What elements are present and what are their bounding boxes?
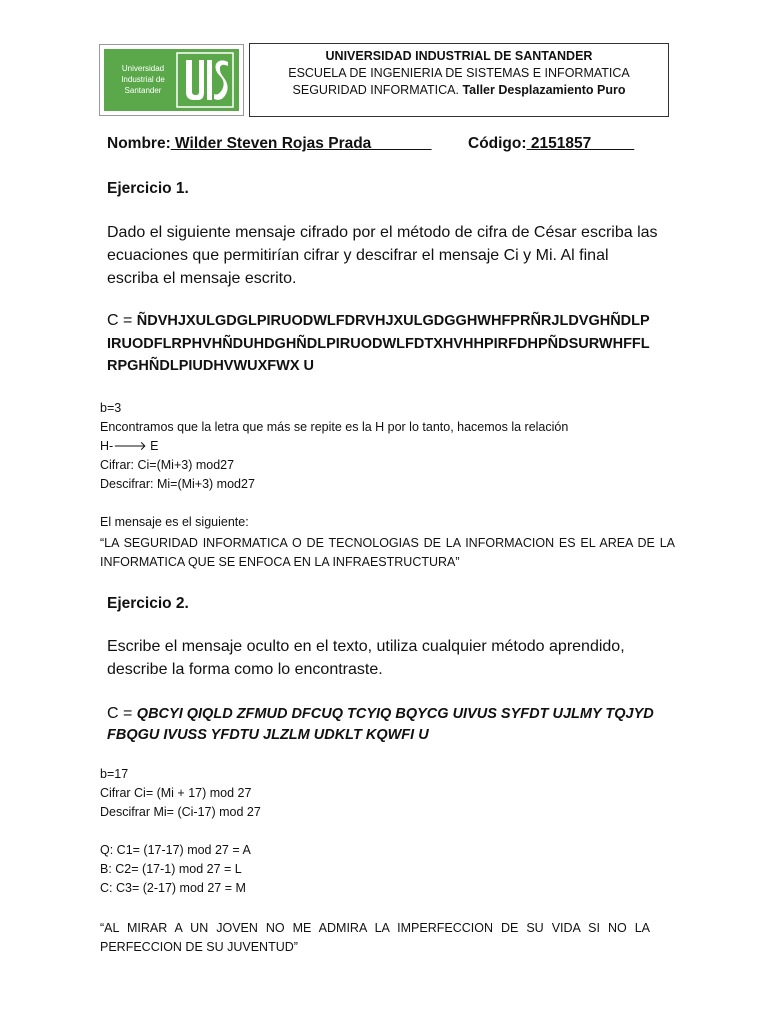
- ex2-descifrar: Descifrar Mi= (Ci-17) mod 27: [100, 805, 261, 819]
- ex2-prompt-line: Escribe el mensaje oculto en el texto, utiliza cualquier método aprendido,: [107, 638, 625, 655]
- name-label: Nombre:: [107, 135, 171, 152]
- header-box: [249, 43, 669, 117]
- ex1-relation: H-🡒 E: [100, 439, 159, 453]
- course-name: SEGURIDAD INFORMATICA.: [292, 83, 459, 97]
- ex2-prompt-line: describe la forma como lo encontraste.: [107, 661, 383, 678]
- ex1-prompt-line: ecuaciones que permitirían cifrar y descifrar el mensaje Ci y Mi. Al final: [107, 247, 609, 264]
- code-line: [468, 135, 634, 153]
- ex2-message: “AL MIRAR A UN JOVEN NO ME ADMIRA LA IMPERFECCION DE SU VIDA SI NO LA PERFECCION DE SU JUVENTUD”: [100, 921, 650, 954]
- ex1-cifrar: Cifrar: Ci=(Mi+3) mod27: [100, 458, 235, 472]
- ex2-step: C: C3= (2-17) mod 27 = M: [100, 881, 246, 895]
- student-line: [107, 135, 432, 153]
- taller-name: Taller Desplazamiento Puro: [462, 83, 626, 97]
- ex1-prompt-line: Dado el siguiente mensaje cifrado por el método de cifra de César escriba las: [107, 224, 658, 241]
- ex2-title: Ejercicio 2.: [107, 595, 189, 612]
- ex2-cipher-line: FBQGU IVUSS YFDTU JLZLM UDKLT KQWFI U: [107, 727, 429, 743]
- uis-emblem-icon: [176, 52, 234, 108]
- ex2-cipher-line: [107, 705, 654, 723]
- course-line: [250, 83, 668, 97]
- ex1-cipher-line: RPGHÑDLPIUDHVWUXFWX U: [107, 358, 315, 374]
- ex1-observation: Encontramos que la letra que más se repite es la H por lo tanto, hacemos la relación: [100, 420, 569, 434]
- ex1-message-label: El mensaje es el siguiente:: [100, 515, 249, 529]
- code-value: 2151857: [526, 135, 635, 152]
- ex1-b-value: b=3: [100, 401, 122, 415]
- logo-text: Universidad Industrial de Santander: [121, 64, 165, 95]
- university-logo: [99, 44, 244, 116]
- cipher-text: ÑDVHJXULGDGLPIRUODWLFDRVHJXULGDGGHWHFPRÑRJLDVGHÑDLP: [136, 313, 650, 329]
- school-name: ESCUELA DE INGENIERIA DE SISTEMAS E INFORMATICA: [288, 66, 630, 80]
- logo-background: [104, 49, 239, 111]
- ex1-cipher-line: [107, 312, 650, 330]
- university-name: UNIVERSIDAD INDUSTRIAL DE SANTANDER: [325, 49, 593, 63]
- ex1-prompt-line: escriba el mensaje escrito.: [107, 270, 297, 287]
- name-value: Wilder Steven Rojas Prada: [170, 135, 432, 152]
- cipher-text: QBCYI QIQLD ZFMUD DFCUQ TCYIQ BQYCG UIVUS SYFDT UJLMY TQJYD: [136, 706, 654, 722]
- ex1-cipher-line: IRUODFLRPHVHÑDUHDGHÑDLPIRUODWLFDTXHVHHPIRFDHPÑDSURWHFFL: [107, 336, 650, 352]
- code-label: Código:: [468, 135, 527, 152]
- ex1-descifrar: Descifrar: Mi=(Mi+3) mod27: [100, 477, 255, 491]
- ex1-message: “LA SEGURIDAD INFORMATICA O DE TECNOLOGIAS DE LA INFORMACION ES EL AREA DE LA INFORMATICA QUE SE ENFOCA EN LA INFRAESTRUCTURA”: [100, 536, 675, 569]
- c-prefix: C =: [107, 312, 137, 329]
- ex1-title: Ejercicio 1.: [107, 180, 189, 197]
- ex2-step: B: C2= (17-1) mod 27 = L: [100, 862, 242, 876]
- ex2-cifrar: Cifrar Ci= (Mi + 17) mod 27: [100, 786, 252, 800]
- ex2-step: Q: C1= (17-17) mod 27 = A: [100, 843, 251, 857]
- ex2-b-value: b=17: [100, 767, 129, 781]
- c-prefix: C =: [107, 705, 137, 722]
